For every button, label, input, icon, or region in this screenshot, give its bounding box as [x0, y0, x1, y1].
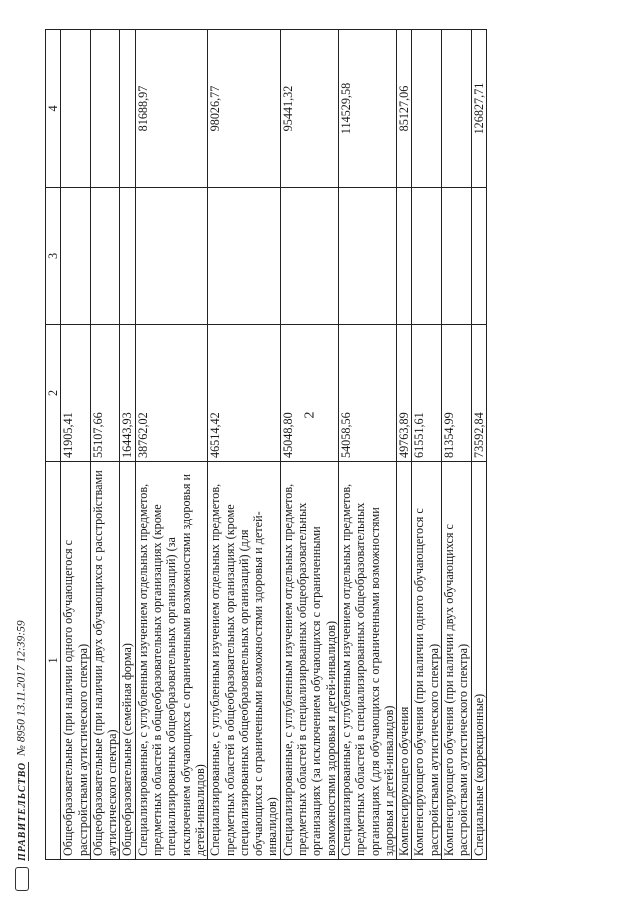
row-col3 — [61, 188, 91, 325]
table-row — [442, 30, 472, 860]
row-col2: 46514,42 — [208, 325, 280, 462]
row-col3 — [280, 188, 338, 325]
row-col4 — [442, 30, 472, 188]
row-name: Общеобразовательные (при наличии одного обучающегося с расстройствами аутистического спектра) — [61, 462, 91, 860]
row-col2: 49763,89 — [397, 325, 412, 462]
row-col4: 95441,32 — [280, 30, 338, 188]
table-row — [471, 30, 486, 860]
row-col3 — [412, 188, 442, 325]
table-row — [338, 30, 396, 860]
row-name: Общеобразовательные (семейная форма) — [120, 462, 135, 860]
row-col4 — [120, 30, 135, 188]
row-name: Компенсирующего обучения (при наличии двух обучающихся с расстройствами аутистического спектра) — [442, 462, 472, 860]
row-name: Специализированные, с углубленным изучением отдельных предметов, предметных областей в общеобразовательных организациях (кроме специализированных общеобразовательных организаций) (за исключением обучающихся с ограниченными возможностями здоровья и детей-инвалидов) — [135, 462, 207, 860]
table-row — [412, 30, 442, 860]
registration-text: № 8950 13.11.2017 12:39:59 — [15, 620, 28, 756]
row-col2: 54058,56 — [338, 325, 396, 462]
row-col2: 55107,66 — [90, 325, 120, 462]
row-col2: 61551,61 — [412, 325, 442, 462]
row-col4: 126827,71 — [471, 30, 486, 188]
header-col-1: 1 — [46, 462, 61, 860]
header-col-3: 3 — [46, 188, 61, 325]
row-col3 — [135, 188, 207, 325]
rotated-content — [45, 30, 625, 860]
registration-stamp — [15, 620, 29, 891]
header-col-2: 2 — [46, 325, 61, 462]
row-col4: 98026,77 — [208, 30, 280, 188]
row-col4 — [412, 30, 442, 188]
row-col2: 16443,93 — [120, 325, 135, 462]
data-table — [45, 29, 487, 860]
row-name: Общеобразовательные (при наличии двух обучающихся с расстройствами аутистического спектра) — [90, 462, 120, 860]
row-name: Специализированные, с углубленным изучением отдельных предметов, предметных областей в специализированных общеобразовательных организациях (для обучающихся с ограниченными возможностями здоровья и детей-инвалидов) — [338, 462, 396, 860]
row-name: Специализированные, с углубленным изучением отдельных предметов, предметных областей в специализированных общеобразовательных организациях (за исключением обучающихся с ограниченными возможностями здоровья и детей-инвалидов) — [280, 462, 338, 860]
row-name: Специализированные, с углубленным изучением отдельных предметов, предметных областей в общеобразовательных организациях (кроме специализированных общеобразовательных организаций) (для обучающихся с ограниченными возможностями здоровья и детей-инвалидов) — [208, 462, 280, 860]
table-row — [280, 30, 338, 860]
seal-icon — [15, 867, 29, 891]
page-number: 2 — [302, 411, 318, 419]
table-row — [397, 30, 412, 860]
stamp-label: ПРАВИТЕЛЬСТВО — [16, 761, 28, 861]
table-row — [135, 30, 207, 860]
row-col2: 81354,99 — [442, 325, 472, 462]
header-col-4: 4 — [46, 30, 61, 188]
table-row — [208, 30, 280, 860]
row-col4: 114529,58 — [338, 30, 396, 188]
row-col3 — [442, 188, 472, 325]
row-col4: 81688,97 — [135, 30, 207, 188]
table-header-row — [46, 30, 61, 860]
row-name: Компенсирующего обучения (при наличии одного обучающегося с расстройствами аутистического спектра) — [412, 462, 442, 860]
row-name: Компенсирующего обучения — [397, 462, 412, 860]
row-col3 — [208, 188, 280, 325]
row-col3 — [338, 188, 396, 325]
row-col4: 85127,06 — [397, 30, 412, 188]
row-col2: 38762,02 — [135, 325, 207, 462]
table-row — [120, 30, 135, 860]
row-name: Специальные (коррекционные) — [471, 462, 486, 860]
row-col3 — [397, 188, 412, 325]
row-col3 — [90, 188, 120, 325]
table-row — [61, 30, 91, 860]
row-col2: 45048,80 — [280, 325, 338, 462]
table-row — [90, 30, 120, 860]
row-col2: 41905,41 — [61, 325, 91, 462]
row-col4 — [90, 30, 120, 188]
row-col3 — [120, 188, 135, 325]
row-col2: 73592,84 — [471, 325, 486, 462]
row-col3 — [471, 188, 486, 325]
row-col4 — [61, 30, 91, 188]
